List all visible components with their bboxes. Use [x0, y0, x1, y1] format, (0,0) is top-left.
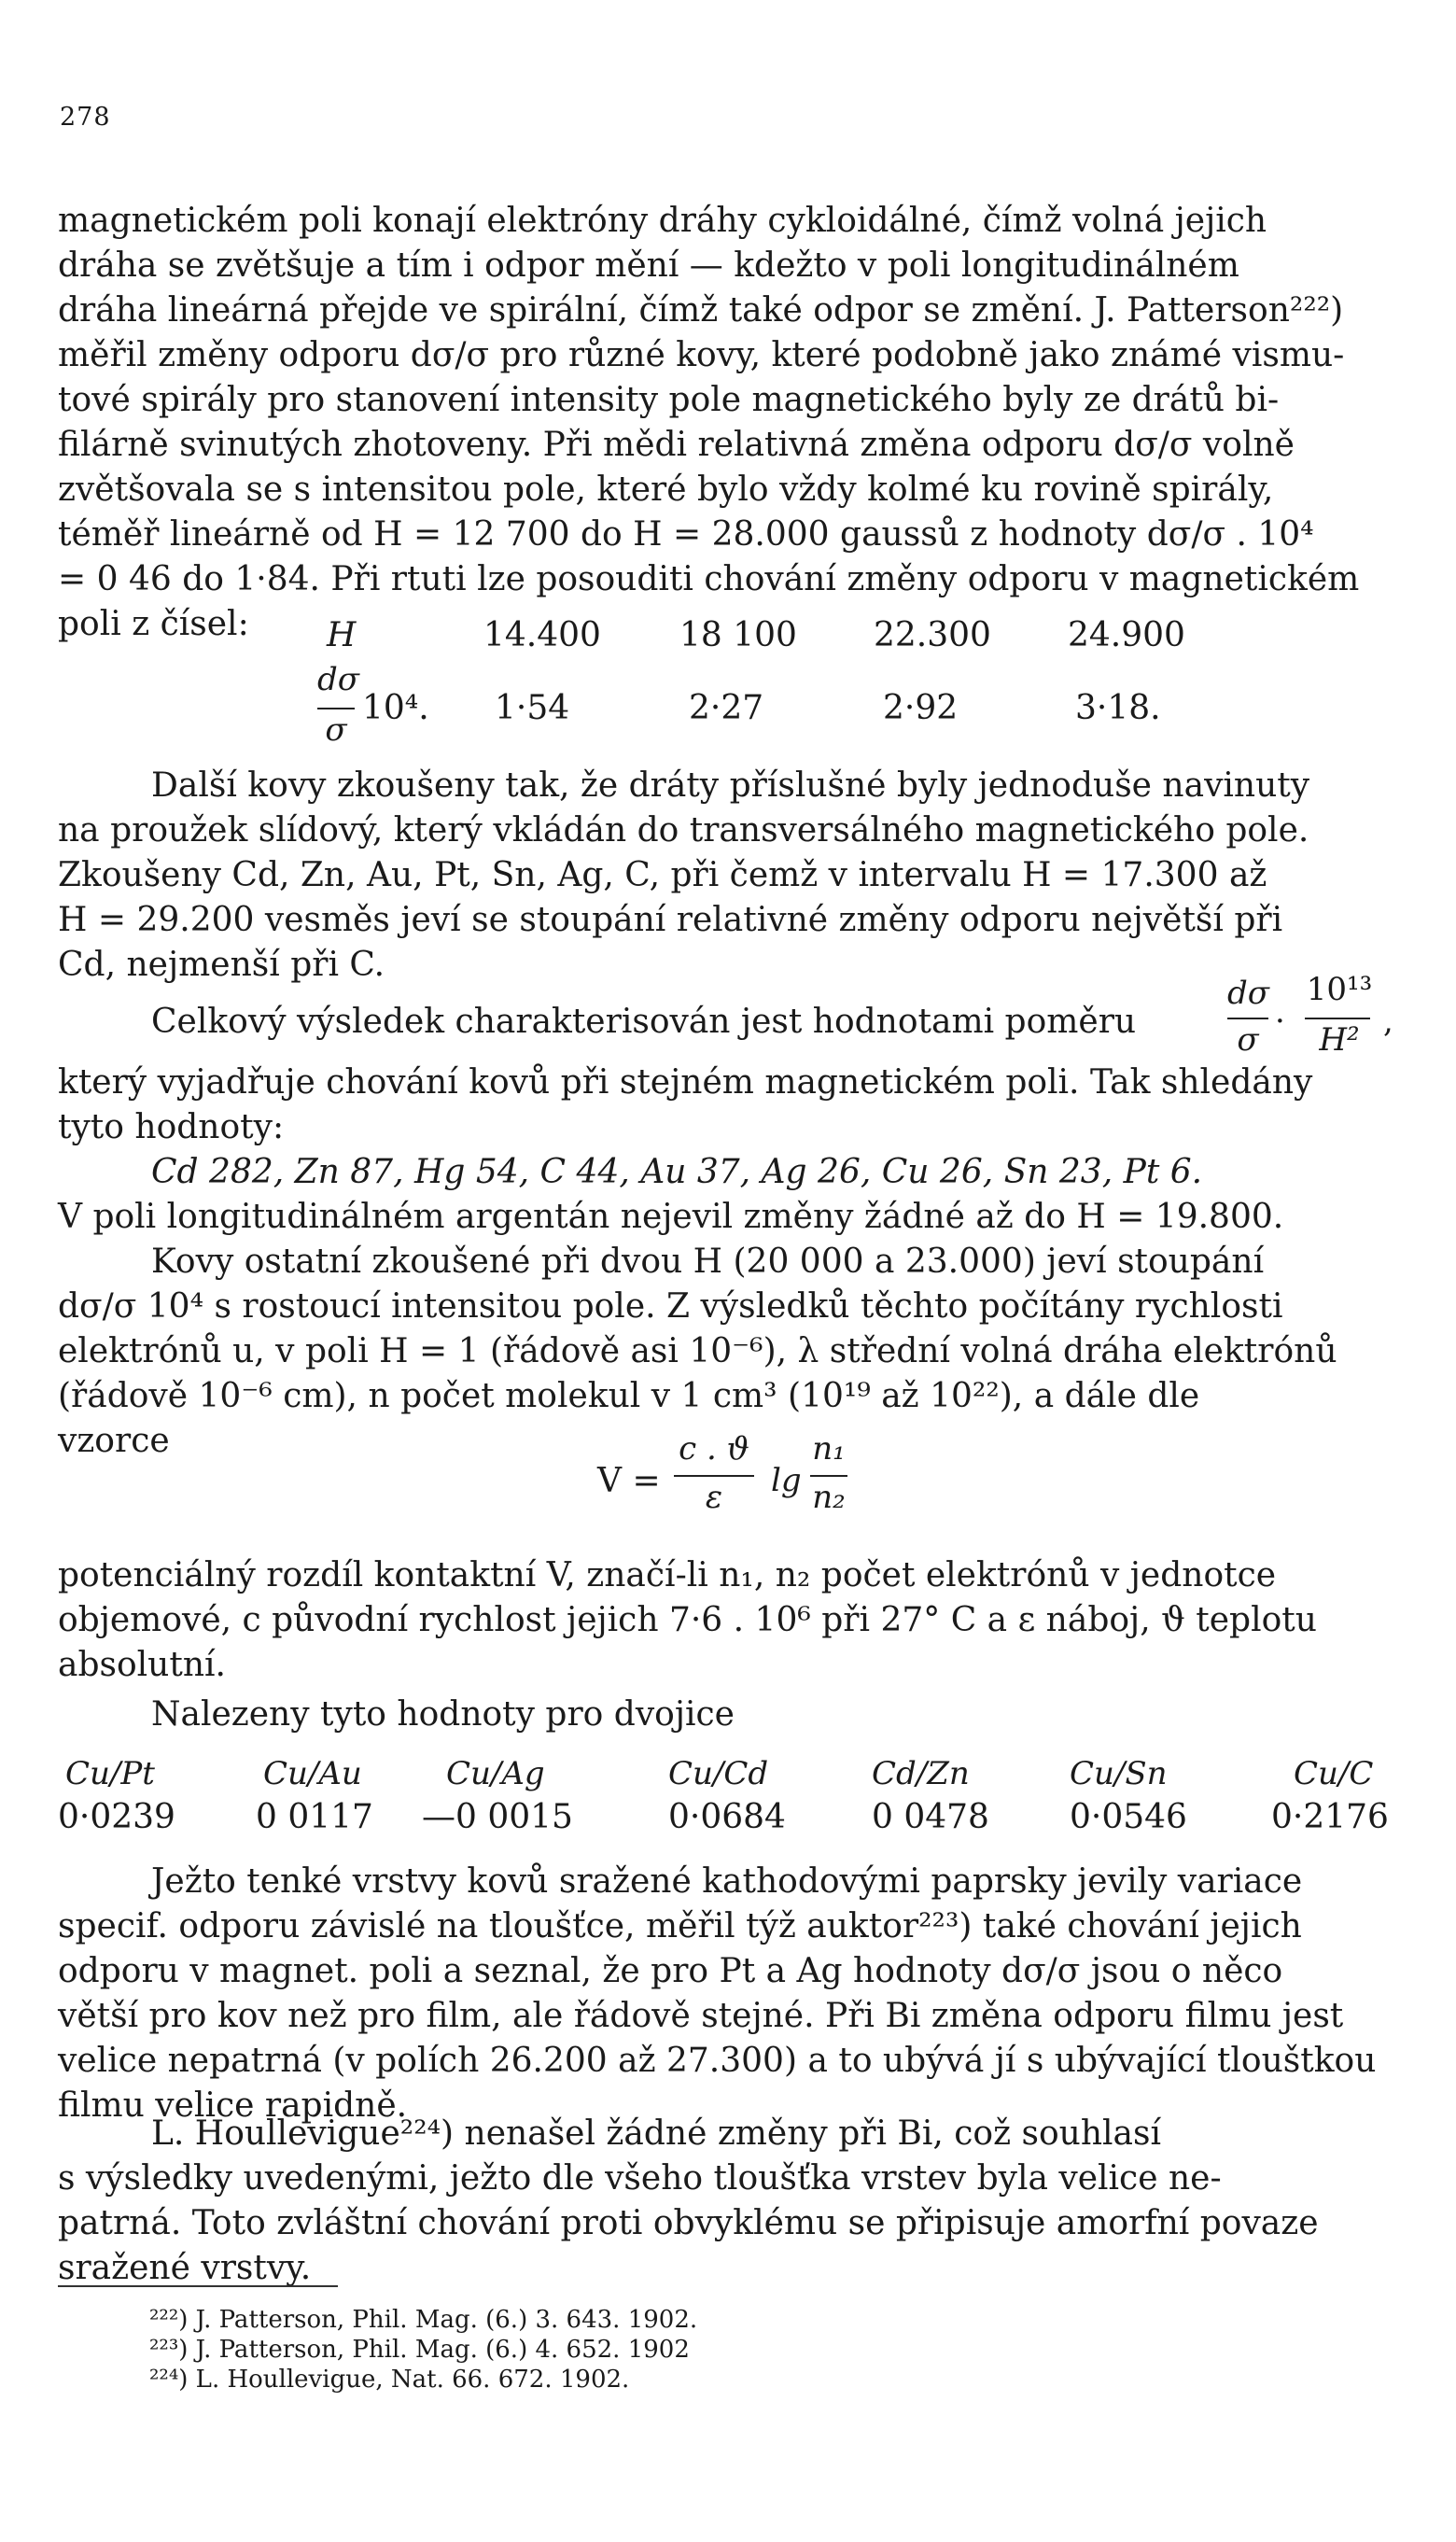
ratio-numerator: dσ — [317, 661, 359, 698]
text-line: Cd 282, Zn 87, Hg 54, C 44, Au 37, Ag 26, Cu 26, Sn 23, Pt 6. — [151, 1153, 1203, 1191]
fraction-numerator: dσ — [1227, 975, 1269, 1012]
pair-value: 0·0684 — [668, 1798, 786, 1836]
h-label: H — [327, 616, 357, 654]
pair-name: Cu/Cd — [668, 1755, 769, 1792]
text-line: Zkoušeny Cd, Zn, Au, Pt, Sn, Ag, C, při čemž v intervalu H = 17.300 až — [58, 856, 1267, 894]
text-line: odporu v magnet. poli a seznal, že pro Pt a Ag hodnoty dσ/σ jsou o něco — [58, 1952, 1283, 1990]
text-line: absolutní. — [58, 1646, 226, 1684]
fraction-numerator: 10¹³ — [1306, 971, 1373, 1008]
fraction-denominator: σ — [1237, 1021, 1259, 1059]
ratio-denominator: σ — [325, 711, 347, 749]
ratio-value: 2·27 — [689, 689, 764, 727]
pair-name: Cu/Pt — [65, 1755, 155, 1792]
text-line: Kovy ostatní zkoušené při dvou H (20 000 a 23.000) jeví stoupání — [151, 1243, 1265, 1281]
formula-lg: lg — [771, 1462, 802, 1499]
paragraph-3: Celkový výsledek charakterisován jest hodnotami poměru — [151, 1003, 1137, 1041]
text-line: tové spirály pro stanovení intensity pole magnetického byly ze drátů bi- — [58, 381, 1280, 419]
fraction-bar — [1305, 1018, 1370, 1019]
paragraph-5 — [58, 1553, 1400, 1688]
text-line: objemové, c původní rychlost jejich 7·6 . 10⁶ při 27° C a ε náboj, ϑ teplotu — [58, 1601, 1317, 1639]
paragraph-6: Nalezeny tyto hodnoty pro dvojice — [151, 1695, 735, 1734]
ratio-value: 3·18. — [1075, 689, 1161, 727]
pair-name: Cu/Sn — [1070, 1755, 1168, 1792]
text-line: dráha lineárná přejde ve spirální, čímž také odpor se změní. J. Patterson²²²) — [58, 291, 1344, 330]
text-line: větší pro kov než pro film, ale řádově stejné. Při Bi změna odporu filmu jest — [58, 1997, 1344, 2035]
text-line: měřil změny odporu dσ/σ pro různé kovy, které podobně jako známé vismu- — [58, 336, 1345, 374]
text-line: = 0 46 do 1·84. Při rtuti lze posouditi chování změny odporu v magnetickém — [58, 560, 1360, 598]
pair-value: 0·2176 — [1271, 1798, 1389, 1836]
text-line: elektrónů u, v poli H = 1 (řádově asi 10⁻⁶), λ střední volná dráha elektrónů — [58, 1332, 1337, 1370]
text-line: velice nepatrná (v polích 26.200 až 27.300) a to ubývá jí s ubývající tlouštkou — [58, 2042, 1377, 2080]
multiply-dot: · — [1275, 1003, 1285, 1040]
text-line: H = 29.200 vesměs jeví se stoupání relativné změny odporu největší při — [58, 901, 1283, 939]
text-line: magnetickém poli konají elektróny dráhy cykloidálné, čímž volná jejich — [58, 202, 1267, 240]
text-line: s výsledky uvedenými, ježto dle všeho tloušťka vrstev byla velice ne- — [58, 2159, 1222, 2198]
paragraph-8 — [58, 2112, 1400, 2291]
h-value: 14.400 — [483, 616, 601, 654]
text-line: který vyjadřuje chování kovů při stejném magnetickém poli. Tak shledány — [58, 1063, 1313, 1102]
text-line: filárně svinutých zhotoveny. Při mědi relativná změna odporu dσ/σ volně — [58, 426, 1295, 464]
text-line: L. Houllevigue²²⁴) nenašel žádné změny při Bi, což souhlasí — [151, 2114, 1162, 2153]
text-line: filmu velice rapidně. — [58, 2086, 408, 2125]
formula-ratio-denominator: n₂ — [812, 1479, 846, 1516]
footnote: ²²⁴) L. Houllevigue, Nat. 66. 672. 1902. — [149, 2366, 630, 2394]
text-line: Ježto tenké vrstvy kovů sražené kathodovými paprsky jevily variace — [151, 1862, 1303, 1901]
fraction-bar — [1227, 1018, 1268, 1019]
paragraph-2 — [58, 764, 1400, 988]
footnote-separator — [58, 2285, 338, 2287]
h-value: 18 100 — [679, 616, 797, 654]
h-value: 24.900 — [1068, 616, 1185, 654]
text-line: Další kovy zkoušeny tak, že dráty příslušné byly jednoduše navinuty — [151, 766, 1310, 805]
paragraph-7 — [58, 1860, 1400, 2128]
ratio-value: 2·92 — [883, 689, 959, 727]
pair-value: 0 0478 — [872, 1798, 989, 1836]
text-line: V poli longitudinálném argentán nejevil změny žádné až do H = 19.800. — [58, 1198, 1284, 1236]
pair-name: Cu/Au — [263, 1755, 362, 1792]
paragraph-4 — [58, 1060, 1400, 1464]
pair-name: Cu/Ag — [446, 1755, 545, 1792]
pair-value: 0 0117 — [256, 1798, 373, 1836]
formula-denominator: ε — [705, 1479, 723, 1516]
text-line: na proužek slídový, který vkládán do transversálného magnetického pole. — [58, 811, 1309, 850]
text-line: Cd, nejmenší při C. — [58, 946, 385, 984]
text-line: dráha se zvětšuje a tím i odpor mění — kdežto v poli longitudinálném — [58, 246, 1239, 285]
pair-value: —0 0015 — [422, 1798, 573, 1836]
pair-name: Cd/Zn — [872, 1755, 970, 1792]
comma: , — [1383, 1003, 1393, 1040]
text-line: téměř lineárně od H = 12 700 do H = 28.000 gaussů z hodnoty dσ/σ . 10⁴ — [58, 515, 1314, 554]
text-line: sražené vrstvy. — [58, 2249, 312, 2287]
pair-value: 0·0239 — [58, 1798, 175, 1836]
fraction-denominator: H² — [1319, 1021, 1360, 1059]
text-line: poli z čísel: — [58, 605, 249, 643]
pair-value: 0·0546 — [1070, 1798, 1187, 1836]
footnote: ²²²) J. Patterson, Phil. Mag. (6.) 3. 643. 1902. — [149, 2306, 698, 2334]
text-line: vzorce — [58, 1422, 170, 1460]
fraction-bar — [317, 708, 355, 709]
ratio-suffix: 10⁴. — [362, 689, 429, 727]
text-line: dσ/σ 10⁴ s rostoucí intensitou pole. Z výsledků těchto počítány rychlosti — [58, 1287, 1283, 1326]
text-line: tyto hodnoty: — [58, 1108, 285, 1146]
fraction-bar — [674, 1475, 754, 1477]
paragraph-1 — [58, 199, 1400, 647]
text-line: specif. odporu závislé na tloušťce, měřil týž auktor²²³) také chování jejich — [58, 1907, 1302, 1945]
text-line: (řádově 10⁻⁶ cm), n počet molekul v 1 cm³ (10¹⁹ až 10²²), a dále dle — [58, 1377, 1200, 1415]
pair-name: Cu/C — [1294, 1755, 1374, 1792]
formula-lhs: V = — [597, 1462, 661, 1500]
footnote: ²²³) J. Patterson, Phil. Mag. (6.) 4. 652. 1902 — [149, 2336, 690, 2364]
formula-numerator: c . ϑ — [679, 1430, 749, 1468]
h-value: 22.300 — [874, 616, 991, 654]
formula-ratio-numerator: n₁ — [812, 1430, 846, 1468]
text-line: zvětšovala se s intensitou pole, které bylo vždy kolmé ku rovině spirály, — [58, 470, 1274, 509]
text-line: patrná. Toto zvláštní chování proti obvyklému se připisuje amorfní povaze — [58, 2204, 1319, 2242]
text-line: potenciálný rozdíl kontaktní V, značí-li n₁, n₂ počet elektrónů v jednotce — [58, 1556, 1277, 1594]
fraction-bar — [810, 1475, 847, 1477]
ratio-value: 1·54 — [495, 689, 570, 727]
page-number: 278 — [60, 103, 111, 132]
